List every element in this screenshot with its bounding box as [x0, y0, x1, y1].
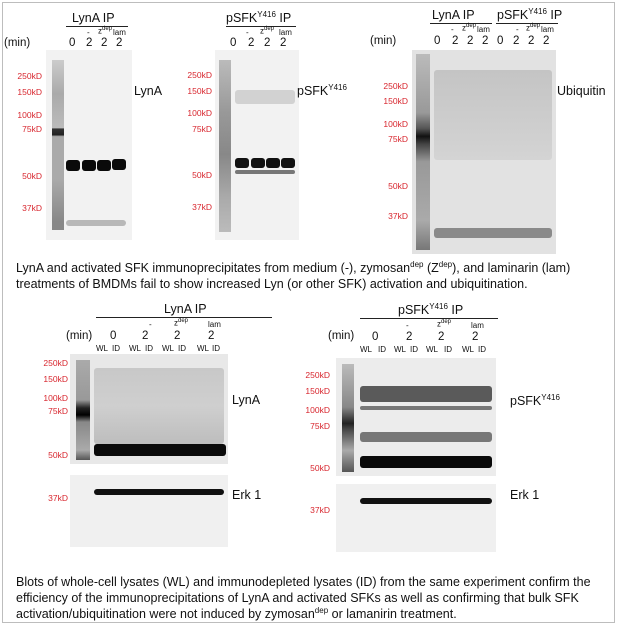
min-label: (min) [370, 35, 397, 47]
lane-time: 2 [482, 35, 489, 47]
mw-marker: 50kD [310, 463, 330, 473]
id-label: ID [478, 345, 486, 354]
lyna-band [66, 160, 80, 171]
mw-marker: 150kD [383, 96, 408, 106]
treat-zdep: $z^{dep}$ [174, 318, 189, 328]
mw-marker: 250kD [383, 81, 408, 91]
lane-time: 2 [452, 35, 459, 47]
lane-time: 2 [513, 35, 520, 47]
blot-label: LynA [232, 393, 261, 407]
mw-marker: 250kD [17, 71, 42, 81]
treat-dash: - [451, 25, 454, 34]
mw-marker: 100kD [383, 119, 408, 129]
lane-time: 2 [248, 37, 255, 49]
lane-time: 0 [69, 37, 76, 49]
mw-marker: 75kD [22, 124, 42, 134]
mw-marker: 75kD [388, 134, 408, 144]
wl-label: WL [426, 345, 438, 354]
mw-marker: 37kD [388, 211, 408, 221]
treat-zdep: $z^{dep}$ [437, 319, 452, 329]
treat-zdep: $z^{dep}$ [260, 26, 275, 36]
lane-time: 2 [86, 37, 93, 49]
caption-1: LynA and activated SFK immunoprecipitates from medium (-), zymosan$^{dep}$ $(Z^{dep})$, and laminarin (lam) treatments of BMDMs fail to show increased Lyn (or other SFK) activation and ubiquitination. [16, 259, 571, 291]
blot-label: LynA [134, 84, 163, 98]
blot-label: pSFK$^{Y416}$ [297, 82, 347, 98]
id-label: ID [145, 344, 153, 353]
mw-marker: 75kD [192, 124, 212, 134]
time-label: 2 [208, 330, 215, 342]
erk-label: Erk 1 [510, 488, 540, 502]
id-label: ID [212, 344, 220, 353]
psfk-ip-title: pSFK$^{Y416}$ IP [497, 6, 563, 22]
mw-marker: 37kD [48, 493, 68, 503]
psfk-ip-title: pSFK$^{Y416}$ IP [226, 9, 292, 25]
lane-time: 2 [528, 35, 535, 47]
treat-dash: - [149, 320, 152, 329]
treat-dash: - [516, 25, 519, 34]
mw-marker: 100kD [17, 110, 42, 120]
wl-label: WL [197, 344, 209, 353]
mw-marker: 150kD [17, 87, 42, 97]
ubiquitin-smear [434, 70, 552, 160]
wl-label: WL [96, 344, 108, 353]
mw-ladder [76, 360, 90, 460]
mw-ladder [219, 60, 231, 232]
lyna-band [97, 160, 111, 171]
erk-band [360, 498, 492, 504]
mw-marker: 50kD [388, 181, 408, 191]
psfk-mid-band [360, 432, 492, 442]
erk-blot-right [336, 484, 496, 552]
treat-zdep: $z^{dep}$ [462, 23, 477, 33]
id-label: ID [112, 344, 120, 353]
time-label: 2 [174, 330, 181, 342]
psfk-high-smear [235, 90, 295, 104]
lyna-ip-title: LynA IP [432, 8, 475, 22]
time-label: 2 [142, 330, 149, 342]
lane-time: 2 [543, 35, 550, 47]
lyna-band [112, 159, 126, 170]
lane-time: 2 [101, 37, 108, 49]
lyna-ip-title: LynA IP [72, 11, 115, 25]
ip-underline [66, 26, 128, 27]
wl-label: WL [360, 345, 372, 354]
psfk-band [360, 456, 492, 468]
mw-ladder [52, 60, 64, 230]
time-label: 2 [472, 331, 479, 343]
treat-zdep: $z^{dep}$ [526, 23, 541, 33]
psfk-100-band [360, 406, 492, 410]
time-label: 2 [406, 331, 413, 343]
lane-time: 0 [497, 35, 504, 47]
treat-lam: lam [208, 320, 221, 329]
treat-zdep: $z^{dep}$ [98, 26, 113, 36]
psfk-wl-blot [336, 358, 496, 476]
mw-marker: 37kD [22, 203, 42, 213]
mw-marker: 100kD [187, 108, 212, 118]
treat-lam: lam [541, 25, 554, 34]
lyna-band [94, 444, 226, 456]
id-label: ID [410, 345, 418, 354]
lane-time: 2 [116, 37, 123, 49]
erk-band [94, 489, 224, 495]
wl-label: WL [394, 345, 406, 354]
time-label: 0 [372, 331, 379, 343]
blot-label: Ubiquitin [557, 84, 606, 98]
min-label: (min) [66, 330, 93, 342]
blot-label: pSFK$^{Y416}$ [510, 392, 560, 408]
treat-lam: lam [471, 321, 484, 330]
caption-2: Blots of whole-cell lysates (WL) and immunodepleted lysates (ID) from the same experiment confirm the efficiency of the immunoprecipitations of LynA and activated SFKs as well as confirming that bulk SFK activation/ubiquitination were not induced by zymosan$^{dep}$ or lamanirin treatment. [16, 575, 591, 621]
ip-underline [360, 318, 498, 319]
lane-time: 0 [230, 37, 237, 49]
ip-underline [430, 23, 492, 24]
erk-label: Erk 1 [232, 488, 262, 502]
mw-marker: 250kD [305, 370, 330, 380]
igg-band [434, 228, 552, 238]
psfk-ip-title: pSFK$^{Y416}$ IP [398, 301, 464, 317]
lower-band [66, 220, 126, 226]
treat-lam: lam [477, 25, 490, 34]
id-label: ID [378, 345, 386, 354]
mw-marker: 250kD [187, 70, 212, 80]
lyna-ip-blot [46, 50, 132, 240]
treat-dash: - [406, 321, 409, 330]
treat-dash: - [246, 28, 249, 37]
wl-label: WL [162, 344, 174, 353]
mw-marker: 100kD [43, 393, 68, 403]
lane-time: 2 [467, 35, 474, 47]
treat-lam: lam [113, 28, 126, 37]
mw-marker: 150kD [187, 86, 212, 96]
ubiquitin-blot [412, 50, 556, 254]
mw-marker: 75kD [310, 421, 330, 431]
mw-marker: 150kD [43, 374, 68, 384]
mw-marker: 50kD [22, 171, 42, 181]
mw-ladder [342, 364, 354, 472]
lyna-ip-title: LynA IP [164, 302, 207, 316]
wl-label: WL [129, 344, 141, 353]
psfk-minor-band [235, 170, 295, 174]
treat-lam: lam [279, 28, 292, 37]
lane-time: 2 [280, 37, 287, 49]
psfk-ip-blot [215, 50, 299, 240]
mw-marker: 75kD [48, 406, 68, 416]
mw-marker: 50kD [192, 170, 212, 180]
min-label: (min) [4, 37, 31, 49]
lane-time: 2 [264, 37, 271, 49]
id-label: ID [444, 345, 452, 354]
wl-label: WL [462, 345, 474, 354]
psfk-band [235, 158, 249, 168]
psfk-band [251, 158, 265, 168]
psfk-high-band [360, 386, 492, 402]
mw-marker: 150kD [305, 386, 330, 396]
psfk-band [266, 158, 280, 168]
lyna-band [82, 160, 96, 171]
mw-marker: 250kD [43, 358, 68, 368]
time-label: 0 [110, 330, 117, 342]
lysate-smear [94, 368, 224, 444]
mw-ladder [416, 54, 430, 250]
lyna-wl-blot [70, 354, 228, 464]
lane-time: 0 [434, 35, 441, 47]
psfk-band [281, 158, 295, 168]
treat-dash: - [87, 28, 90, 37]
min-label: (min) [328, 330, 355, 342]
mw-marker: 50kD [48, 450, 68, 460]
erk-blot-left [70, 475, 228, 547]
mw-marker: 100kD [305, 405, 330, 415]
mw-marker: 37kD [192, 202, 212, 212]
time-label: 2 [438, 331, 445, 343]
mw-marker: 37kD [310, 505, 330, 515]
id-label: ID [178, 344, 186, 353]
